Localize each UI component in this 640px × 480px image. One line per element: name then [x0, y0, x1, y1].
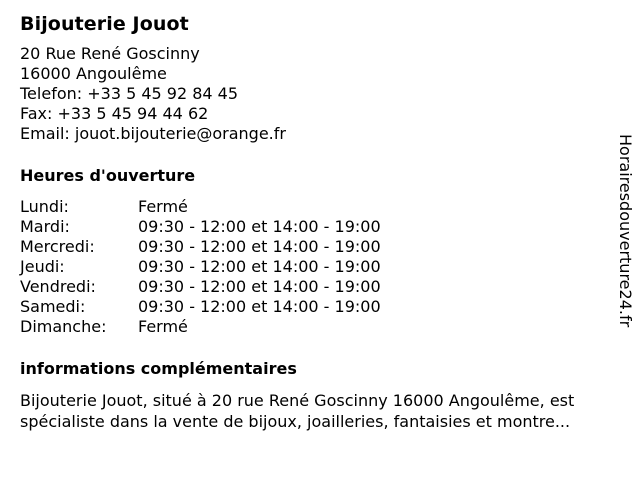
additional-info-text: Bijouterie Jouot, situé à 20 rue René Goscinny 16000 Angoulême, est spécialiste dans la vente de bijoux, joailleries, fantaisies et montre...: [20, 391, 575, 431]
hours-row-sunday: [20, 317, 381, 337]
business-name: Bijouterie Jouot: [20, 13, 189, 35]
opening-hours-heading: Heures d'ouverture: [20, 166, 196, 185]
fax-number: Fax: +33 5 45 94 44 62: [20, 104, 209, 123]
hours-row-friday: [20, 277, 381, 297]
day-hours: 09:30 - 12:00 et 14:00 - 19:00: [138, 237, 381, 256]
opening-hours-table: [20, 197, 381, 337]
hours-row-saturday: [20, 297, 381, 317]
day-hours: 09:30 - 12:00 et 14:00 - 19:00: [138, 257, 381, 276]
day-hours: 09:30 - 12:00 et 14:00 - 19:00: [138, 217, 381, 236]
hours-row-tuesday: [20, 217, 381, 237]
day-label: Mercredi:: [20, 237, 95, 256]
hours-row-monday: [20, 197, 381, 217]
address-block: [20, 44, 620, 144]
site-watermark: Horairesdouverture24.fr: [616, 134, 635, 328]
day-label: Vendredi:: [20, 277, 96, 296]
day-label: Jeudi:: [20, 257, 65, 276]
street-address: 20 Rue René Goscinny: [20, 44, 200, 63]
day-hours: Fermé: [138, 317, 188, 336]
day-hours: 09:30 - 12:00 et 14:00 - 19:00: [138, 297, 381, 316]
day-hours: 09:30 - 12:00 et 14:00 - 19:00: [138, 277, 381, 296]
day-label: Lundi:: [20, 197, 69, 216]
day-label: Samedi:: [20, 297, 86, 316]
postal-city: 16000 Angoulême: [20, 64, 167, 83]
day-label: Mardi:: [20, 217, 70, 236]
hours-row-thursday: [20, 257, 381, 277]
day-label: Dimanche:: [20, 317, 107, 336]
day-hours: Fermé: [138, 197, 188, 216]
business-card: [20, 12, 620, 432]
hours-row-wednesday: [20, 237, 381, 257]
email-address: Email: jouot.bijouterie@orange.fr: [20, 124, 286, 143]
phone-number: Telefon: +33 5 45 92 84 45: [20, 84, 239, 103]
additional-info-heading: informations complémentaires: [20, 359, 297, 378]
